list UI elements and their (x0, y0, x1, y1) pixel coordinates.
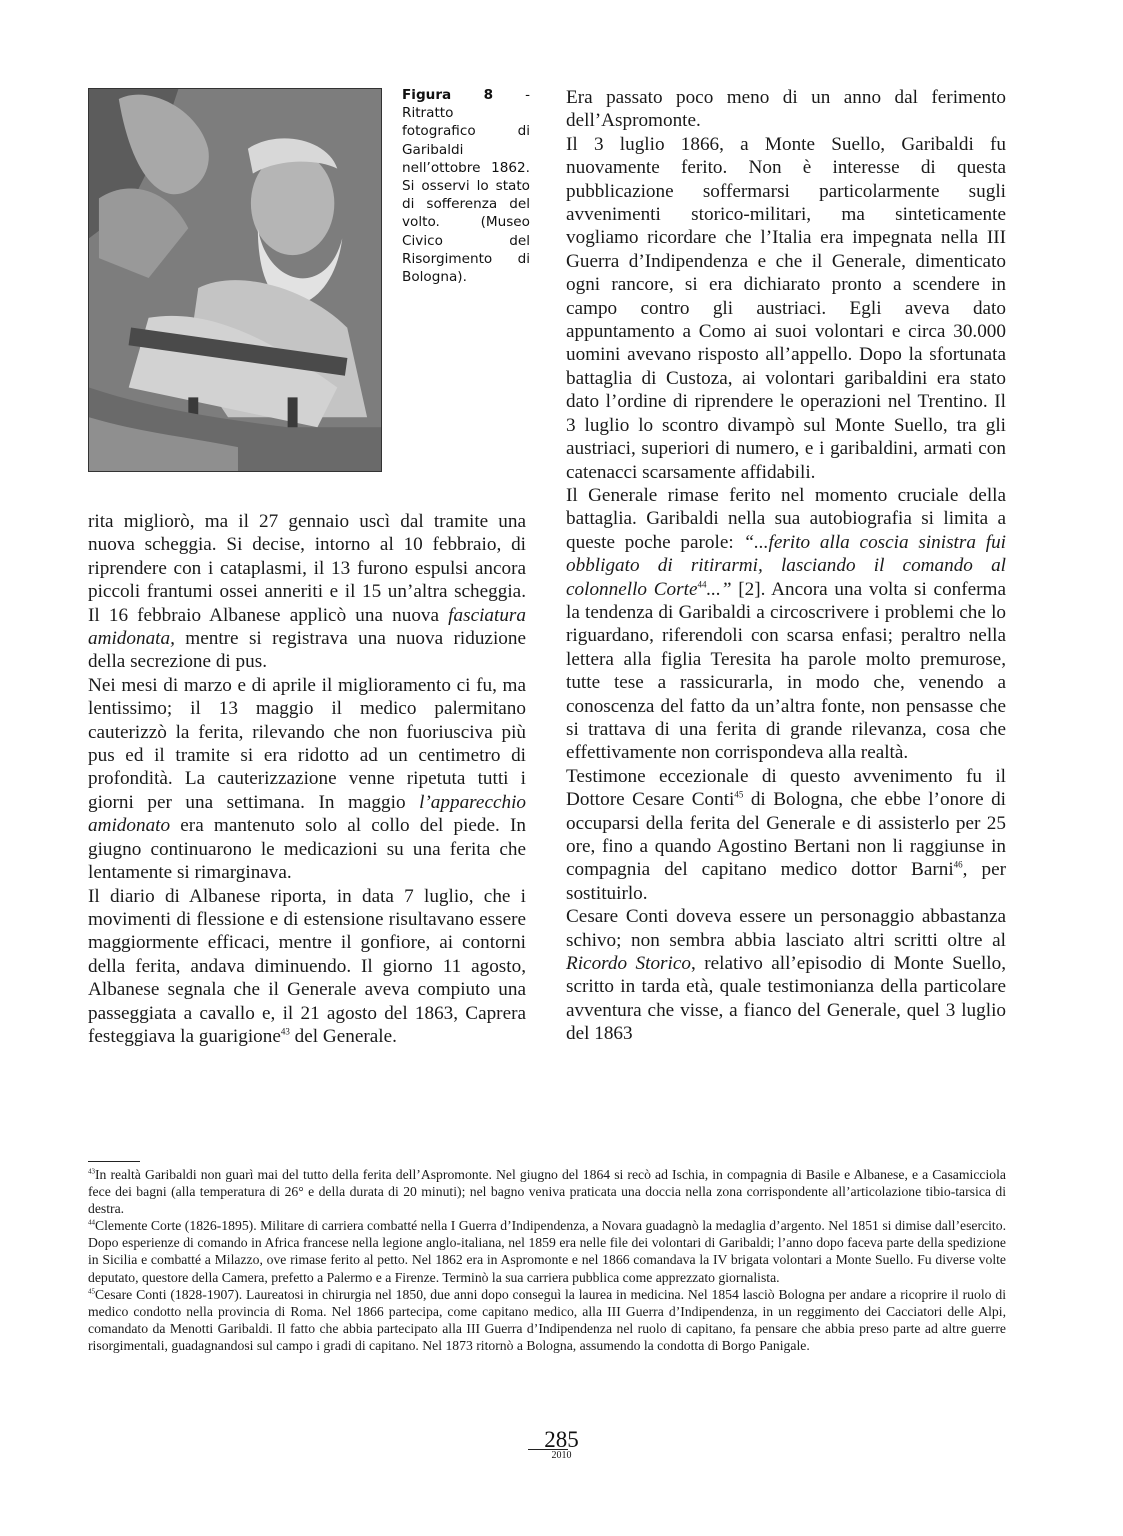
text-run: Testimone eccezionale di questo avvenimento fu il Dottore Cesare Conti (566, 765, 1006, 811)
figure-caption-text: - Ritratto fotografico di Garibaldi nell’ottobre 1862. Si osservi lo stato di sofferenza del volto. (Museo Civico del Risorgimento di Bologna). (402, 87, 530, 286)
left-paragraph-2 (88, 674, 526, 885)
footnote-number: 45 (88, 1287, 95, 1296)
figure-label: Figura 8 (402, 87, 494, 103)
footnote-divider (88, 1161, 140, 1162)
page-number: 285 (544, 1427, 579, 1452)
right-paragraph-1: Era passato poco meno di un anno dal ferimento dell’Aspromonte. (566, 87, 1006, 132)
figure-caption (402, 86, 530, 286)
left-paragraph-3 (88, 885, 526, 1049)
italic-quote: “...ferito alla coscia sinistra fui obbligato di ritirarmi, lasciando il comando al colonnello Corte (566, 531, 1006, 600)
footnote-number: 43 (88, 1167, 95, 1176)
footnote-ref: 44 (697, 579, 707, 590)
right-paragraph-3 (566, 484, 1006, 765)
footnote-number: 44 (88, 1218, 95, 1227)
text-run: era mantenuto solo al collo del piede. In giugno continuarono le medicazioni su una ferita che lentamente si rimarginava. (88, 815, 526, 884)
footnote-text: Clemente Corte (1826-1895). Militare di carriera combatté nella I Guerra d’Indipendenza, a Novara guadagnò la medaglia d’argento. Nel 1851 si dimise dall’esercito. Dopo esperienze di comando in Africa francese nella legione anglo-italiana, nel 1859 era nelle file dei volontari di Garibaldi; l’anno dopo faceva parte della spedizione in Sicilia e combatté a Milazzo, ove rimase ferito al petto. Nel 1862 era in Aspromonte e nel 1866 comandava la IV brigata volontari a Monte Suello. Fu diverse volte deputato, questore della Camera, prefetto a Palermo e a Firenze. Terminò la sua carriera pubblica come apprezzato giornalista. (88, 1218, 1006, 1285)
right-column (566, 86, 1006, 1046)
figure-photo (88, 88, 382, 472)
italic-run: Ricordo Storico (566, 953, 691, 975)
text-run: Cesare Conti doveva essere un personaggio abbastanza schivo; non sembra abbia lasciato altri scritti oltre al (566, 906, 1006, 951)
right-paragraph-4 (566, 765, 1006, 905)
italic-quote: ...” (706, 578, 732, 600)
footnote-ref: 43 (280, 1026, 290, 1037)
text-run: Nei mesi di marzo e di aprile il miglioramento ci fu, ma lentissimo; il 13 maggio il medico palermitano cauterizzò la ferita, rilevando che non fuoriusciva più pus ed il tramite si era ridotto ad un centimetro di profondità. La cauterizzazione venne ripetuta tutti i giorni per una settimana. In maggio (88, 674, 526, 813)
text-run: , relativo all’episodio di Monte Suello, scritto in tarda età, quale testimonianza della particolare avventura che visse, a fianco del Generale, quel 3 luglio del 1863 (566, 953, 1006, 1045)
text-run: , per sostituirlo. (566, 859, 1006, 904)
right-paragraph-5 (566, 905, 1006, 1045)
text-run: di Bologna, che ebbe l’onore di occuparsi della ferita del Generale e di assisterlo per 25 ore, fino a quando Agostino Bertani non li raggiunse in compagnia del capitano medico dottor Barni (566, 789, 1007, 881)
text-run: Il Generale rimase ferito nel momento cruciale della battaglia. Garibaldi nella sua autobiografia si limita a queste poche parole: (566, 484, 1006, 553)
text-run: mentre si registrava una nuova riduzione della secrezione di pus. (88, 628, 526, 673)
footnote-ref: 45 (734, 789, 744, 800)
left-column (88, 510, 526, 1048)
footnote-ref: 46 (953, 860, 963, 871)
italic-run: l’apparecchio amidonato (88, 791, 526, 837)
footnotes (88, 1166, 1006, 1354)
italic-run: fasciatura amidonata, (88, 604, 526, 650)
footnote-43 (88, 1166, 1006, 1217)
text-run: del Generale. (289, 1025, 397, 1047)
right-paragraph-2: Il 3 luglio 1866, a Monte Suello, Garibaldi fu nuovamente ferito. Non è interesse di questa pubblicazione soffermarsi particolarmente sugli avvenimenti storico-militari, ma sinteticamente vogliamo ricordare che l’Italia era impegnata nella III Guerra d’Indipendenza e che il Generale, dimenticato ogni rancore, si era dichiarato pronto a scendere in campo contro gli austriaci. Egli aveva dato appuntamento a Como ai suoi volontari e circa 30.000 uomini avevano risposto all’appello. Dopo la sfortunata battaglia di Custoza, ai volontari garibaldini era stato dato l’ordine di riprendere le operazioni nel Trentino. Il 3 luglio lo scontro divampò sul Monte Suello, tra gli austriaci, superiori di numero, e i garibaldini, armati con catenacci scarsamente affidabili. (566, 133, 1006, 483)
text-run: [2]. Ancora una volta si conferma la tendenza di Garibaldi a circoscrivere i problemi che lo riguardano, riferendoli con scarsa enfasi; peraltro nella lettera alla figlia Teresita ha parole molto premurose, tutte tese a rassicurarla, in modo che, venendo a conoscenza del fatto da un’altra fonte, non pensasse che si trattava di una ferita di grande rilevanza, cosa che effettivamente non corrispondeva alla realtà. (566, 578, 1006, 764)
footnote-text: In realtà Garibaldi non guarì mai del tutto della ferita dell’Aspromonte. Nel giugno del 1864 si recò ad Ischia, in compagnia di Basile e Albanese, e a Casamicciola fece dei bagni (alla temperatura di 26° e della durata di 20 minuti); nel bagno veniva praticata una doccia nella zona corrispondente all’articolazione tibio-tarsica di destra. (88, 1167, 1006, 1217)
page-year: 2010 (551, 1450, 572, 1461)
left-paragraph-1 (88, 510, 526, 674)
footnote-44 (88, 1217, 1006, 1285)
footnote-45 (88, 1286, 1006, 1354)
text-run: rita migliorò, ma il 27 gennaio uscì dal tramite una nuova scheggia. Si decise, intorno al 10 febbraio, di riprendere con i cataplasmi, il 13 furono espulsi ancora piccoli frantumi ossei anneriti e il 15 un’altra scheggia. Il 16 febbraio Albanese applicò una nuova (88, 511, 526, 626)
text-run: Il diario di Albanese riporta, in data 7 luglio, che i movimenti di flessione e di estensione risultavano essere maggiormente efficaci, mentre il gonfiore, ai contorni della ferita, andava diminuendo. Il giorno 11 agosto, Albanese segnala che il Generale aveva compiuto una passeggiata a cavallo e, il 21 agosto del 1863, Caprera festeggiava la guarigione (88, 885, 526, 1047)
portrait-image (89, 89, 381, 471)
footnote-text: Cesare Conti (1828-1907). Laureatosi in chirurgia nel 1850, due anni dopo conseguì la laurea in medicina. Nel 1854 lasciò Bologna per andare a ricoprire il ruolo di medico condotto nella provincia di Roma. Nel 1866 partecipa, come capitano medico, alla III Guerra d’Indipendenza, in un reggimento dei Cacciatori delle Alpi, comandato da Menotti Garibaldi. Il fatto che abbia partecipato alla III Guerra d’Indipendenza nel ruolo di capitano, fa pensare che abbia preso parte ad altre guerre risorgimentali, guadagnandosi sul campo i gradi di capitano. Nel 1873 ritornò a Bologna, assumendo la condotta di Borgo Panigale. (88, 1286, 1006, 1353)
